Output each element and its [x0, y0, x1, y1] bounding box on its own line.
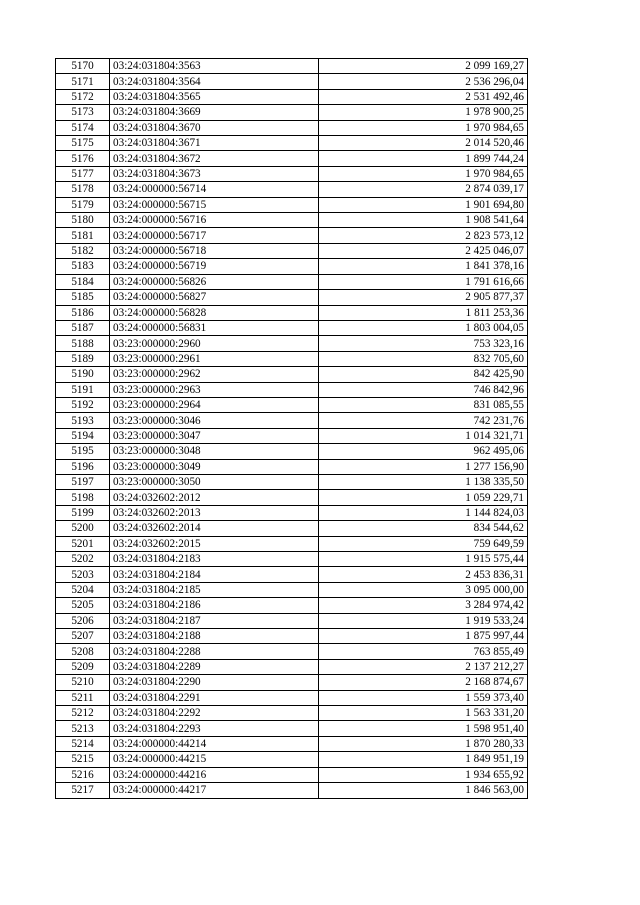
cadastral-number-cell: 03:23:000000:2960 [110, 336, 319, 351]
table-row [56, 397, 528, 412]
cadastral-number-cell: 03:24:031804:2293 [110, 721, 319, 736]
cadastral-number-cell: 03:24:000000:56828 [110, 305, 319, 320]
row-number-cell: 5178 [56, 182, 110, 197]
cadastral-value-cell: 1 919 533,24 [319, 613, 528, 628]
table-row [56, 413, 528, 428]
cadastral-number-cell: 03:24:031804:2290 [110, 675, 319, 690]
cadastral-number-cell: 03:24:000000:44215 [110, 752, 319, 767]
table-row [56, 305, 528, 320]
table-row [56, 89, 528, 104]
row-number-cell: 5198 [56, 490, 110, 505]
row-number-cell: 5185 [56, 290, 110, 305]
table-row [56, 320, 528, 335]
row-number-cell: 5189 [56, 351, 110, 366]
cadastral-number-cell: 03:24:031804:3669 [110, 105, 319, 120]
table-row [56, 767, 528, 782]
table-row [56, 521, 528, 536]
row-number-cell: 5213 [56, 721, 110, 736]
cadastral-value-cell: 2 453 836,31 [319, 567, 528, 582]
cadastral-value-cell: 831 085,55 [319, 397, 528, 412]
cadastral-value-cell: 759 649,59 [319, 536, 528, 551]
row-number-cell: 5186 [56, 305, 110, 320]
row-number-cell: 5205 [56, 598, 110, 613]
table-row [56, 166, 528, 181]
table-row [56, 690, 528, 705]
cadastral-value-cell: 1 803 004,05 [319, 320, 528, 335]
table-row [56, 444, 528, 459]
table-row [56, 428, 528, 443]
cadastral-value-cell: 1 934 655,92 [319, 767, 528, 782]
cadastral-value-cell: 753 323,16 [319, 336, 528, 351]
row-number-cell: 5172 [56, 89, 110, 104]
row-number-cell: 5207 [56, 629, 110, 644]
table-row [56, 459, 528, 474]
table-body [56, 59, 528, 799]
table-row [56, 351, 528, 366]
cadastral-value-cell: 742 231,76 [319, 413, 528, 428]
cadastral-number-cell: 03:24:000000:56716 [110, 213, 319, 228]
row-number-cell: 5208 [56, 644, 110, 659]
table-row [56, 105, 528, 120]
table-row [56, 644, 528, 659]
cadastral-value-cell: 1 870 280,33 [319, 736, 528, 751]
row-number-cell: 5206 [56, 613, 110, 628]
table-row [56, 582, 528, 597]
cadastral-value-cell: 1 849 951,19 [319, 752, 528, 767]
cadastral-value-cell: 2 823 573,12 [319, 228, 528, 243]
cadastral-value-cell: 3 095 000,00 [319, 582, 528, 597]
table-row [56, 474, 528, 489]
table-row [56, 120, 528, 135]
cadastral-number-cell: 03:24:031804:2289 [110, 659, 319, 674]
table-row [56, 505, 528, 520]
table-row [56, 629, 528, 644]
table-row [56, 197, 528, 212]
cadastral-value-cell: 962 495,06 [319, 444, 528, 459]
cadastral-value-cell: 2 014 520,46 [319, 136, 528, 151]
row-number-cell: 5191 [56, 382, 110, 397]
table-row [56, 367, 528, 382]
row-number-cell: 5211 [56, 690, 110, 705]
cadastral-value-cell: 2 425 046,07 [319, 243, 528, 258]
table-row [56, 228, 528, 243]
cadastral-number-cell: 03:24:031804:2288 [110, 644, 319, 659]
cadastral-value-cell: 1 059 229,71 [319, 490, 528, 505]
row-number-cell: 5212 [56, 706, 110, 721]
row-number-cell: 5176 [56, 151, 110, 166]
row-number-cell: 5184 [56, 274, 110, 289]
cadastral-number-cell: 03:24:000000:56719 [110, 259, 319, 274]
row-number-cell: 5210 [56, 675, 110, 690]
cadastral-value-cell: 3 284 974,42 [319, 598, 528, 613]
cadastral-number-cell: 03:24:031804:3565 [110, 89, 319, 104]
cadastral-number-cell: 03:24:031804:3673 [110, 166, 319, 181]
row-number-cell: 5216 [56, 767, 110, 782]
table-row [56, 675, 528, 690]
cadastral-value-cell: 1 875 997,44 [319, 629, 528, 644]
cadastral-value-cell: 1 970 984,65 [319, 166, 528, 181]
cadastral-number-cell: 03:24:031804:3670 [110, 120, 319, 135]
cadastral-number-cell: 03:24:000000:56826 [110, 274, 319, 289]
cadastral-number-cell: 03:23:000000:3048 [110, 444, 319, 459]
cadastral-number-cell: 03:23:000000:2962 [110, 367, 319, 382]
table-row [56, 736, 528, 751]
table-row [56, 721, 528, 736]
table-row [56, 706, 528, 721]
row-number-cell: 5183 [56, 259, 110, 274]
row-number-cell: 5181 [56, 228, 110, 243]
cadastral-number-cell: 03:24:031804:2291 [110, 690, 319, 705]
cadastral-number-cell: 03:24:032602:2012 [110, 490, 319, 505]
table-row [56, 213, 528, 228]
row-number-cell: 5187 [56, 320, 110, 335]
table-row [56, 490, 528, 505]
cadastral-number-cell: 03:24:000000:56714 [110, 182, 319, 197]
table-row [56, 59, 528, 74]
row-number-cell: 5171 [56, 74, 110, 89]
cadastral-number-cell: 03:24:031804:2186 [110, 598, 319, 613]
cadastral-value-cell: 2 531 492,46 [319, 89, 528, 104]
row-number-cell: 5217 [56, 783, 110, 798]
cadastral-value-cell: 1 144 824,03 [319, 505, 528, 520]
row-number-cell: 5196 [56, 459, 110, 474]
row-number-cell: 5175 [56, 136, 110, 151]
row-number-cell: 5177 [56, 166, 110, 181]
row-number-cell: 5194 [56, 428, 110, 443]
table-row [56, 136, 528, 151]
row-number-cell: 5173 [56, 105, 110, 120]
cadastral-number-cell: 03:24:031804:2185 [110, 582, 319, 597]
cadastral-number-cell: 03:24:032602:2014 [110, 521, 319, 536]
cadastral-number-cell: 03:24:032602:2013 [110, 505, 319, 520]
cadastral-value-cell: 1 791 616,66 [319, 274, 528, 289]
cadastral-number-cell: 03:23:000000:2963 [110, 382, 319, 397]
table-row [56, 74, 528, 89]
row-number-cell: 5193 [56, 413, 110, 428]
row-number-cell: 5197 [56, 474, 110, 489]
cadastral-value-cell: 1 978 900,25 [319, 105, 528, 120]
row-number-cell: 5190 [56, 367, 110, 382]
cadastral-number-cell: 03:24:031804:3671 [110, 136, 319, 151]
row-number-cell: 5209 [56, 659, 110, 674]
table-row [56, 783, 528, 798]
row-number-cell: 5180 [56, 213, 110, 228]
cadastral-number-cell: 03:24:031804:2292 [110, 706, 319, 721]
cadastral-value-cell: 2 168 874,67 [319, 675, 528, 690]
cadastral-value-cell: 746 842,96 [319, 382, 528, 397]
cadastral-number-cell: 03:24:032602:2015 [110, 536, 319, 551]
table-row [56, 752, 528, 767]
cadastral-number-cell: 03:23:000000:3046 [110, 413, 319, 428]
row-number-cell: 5215 [56, 752, 110, 767]
cadastral-number-cell: 03:24:000000:44217 [110, 783, 319, 798]
cadastral-value-cell: 1 915 575,44 [319, 552, 528, 567]
cadastral-number-cell: 03:24:000000:56715 [110, 197, 319, 212]
cadastral-value-cell: 1 563 331,20 [319, 706, 528, 721]
cadastral-value-cell: 1 598 951,40 [319, 721, 528, 736]
cadastral-value-cell: 832 705,60 [319, 351, 528, 366]
cadastral-value-cell: 1 138 335,50 [319, 474, 528, 489]
cadastral-value-cell: 2 874 039,17 [319, 182, 528, 197]
table-row [56, 290, 528, 305]
table-row [56, 567, 528, 582]
table-row [56, 259, 528, 274]
table-row [56, 536, 528, 551]
row-number-cell: 5182 [56, 243, 110, 258]
cadastral-value-cell: 1 014 321,71 [319, 428, 528, 443]
cadastral-value-cell: 1 908 541,64 [319, 213, 528, 228]
table-row [56, 182, 528, 197]
row-number-cell: 5201 [56, 536, 110, 551]
cadastral-value-cell: 2 137 212,27 [319, 659, 528, 674]
cadastral-value-cell: 1 846 563,00 [319, 783, 528, 798]
row-number-cell: 5179 [56, 197, 110, 212]
cadastral-value-cell: 1 899 744,24 [319, 151, 528, 166]
table-row [56, 382, 528, 397]
row-number-cell: 5170 [56, 59, 110, 74]
row-number-cell: 5195 [56, 444, 110, 459]
cadastral-number-cell: 03:24:000000:56718 [110, 243, 319, 258]
cadastral-number-cell: 03:24:031804:2183 [110, 552, 319, 567]
cadastral-value-cell: 763 855,49 [319, 644, 528, 659]
cadastral-number-cell: 03:23:000000:2961 [110, 351, 319, 366]
cadastral-value-cell: 1 277 156,90 [319, 459, 528, 474]
cadastral-number-cell: 03:24:000000:56827 [110, 290, 319, 305]
row-number-cell: 5174 [56, 120, 110, 135]
cadastral-number-cell: 03:24:000000:44214 [110, 736, 319, 751]
row-number-cell: 5202 [56, 552, 110, 567]
table-row [56, 659, 528, 674]
cadastral-number-cell: 03:24:000000:56831 [110, 320, 319, 335]
cadastral-value-cell: 1 559 373,40 [319, 690, 528, 705]
row-number-cell: 5200 [56, 521, 110, 536]
row-number-cell: 5214 [56, 736, 110, 751]
cadastral-number-cell: 03:23:000000:3047 [110, 428, 319, 443]
table-row [56, 552, 528, 567]
cadastral-value-cell: 834 544,62 [319, 521, 528, 536]
cadastral-value-cell: 1 970 984,65 [319, 120, 528, 135]
row-number-cell: 5203 [56, 567, 110, 582]
cadastral-value-cell: 2 099 169,27 [319, 59, 528, 74]
cadastral-number-cell: 03:24:000000:56717 [110, 228, 319, 243]
cadastral-number-cell: 03:23:000000:3050 [110, 474, 319, 489]
row-number-cell: 5204 [56, 582, 110, 597]
row-number-cell: 5192 [56, 397, 110, 412]
cadastral-value-cell: 842 425,90 [319, 367, 528, 382]
cadastral-number-cell: 03:24:031804:3672 [110, 151, 319, 166]
row-number-cell: 5188 [56, 336, 110, 351]
cadastral-value-cell: 1 811 253,36 [319, 305, 528, 320]
cadastral-number-cell: 03:23:000000:2964 [110, 397, 319, 412]
cadastral-value-cell: 1 841 378,16 [319, 259, 528, 274]
table-row [56, 598, 528, 613]
cadastral-value-cell: 2 536 296,04 [319, 74, 528, 89]
cadastral-number-cell: 03:24:031804:2188 [110, 629, 319, 644]
table-row [56, 613, 528, 628]
table-row [56, 336, 528, 351]
cadastral-number-cell: 03:24:000000:44216 [110, 767, 319, 782]
cadastral-number-cell: 03:24:031804:2187 [110, 613, 319, 628]
cadastral-value-cell: 1 901 694,80 [319, 197, 528, 212]
table-row [56, 274, 528, 289]
cadastral-number-cell: 03:24:031804:2184 [110, 567, 319, 582]
cadastral-value-cell: 2 905 877,37 [319, 290, 528, 305]
table-row [56, 243, 528, 258]
cadastral-value-table [55, 58, 528, 799]
cadastral-number-cell: 03:23:000000:3049 [110, 459, 319, 474]
cadastral-number-cell: 03:24:031804:3563 [110, 59, 319, 74]
table-row [56, 151, 528, 166]
row-number-cell: 5199 [56, 505, 110, 520]
cadastral-number-cell: 03:24:031804:3564 [110, 74, 319, 89]
